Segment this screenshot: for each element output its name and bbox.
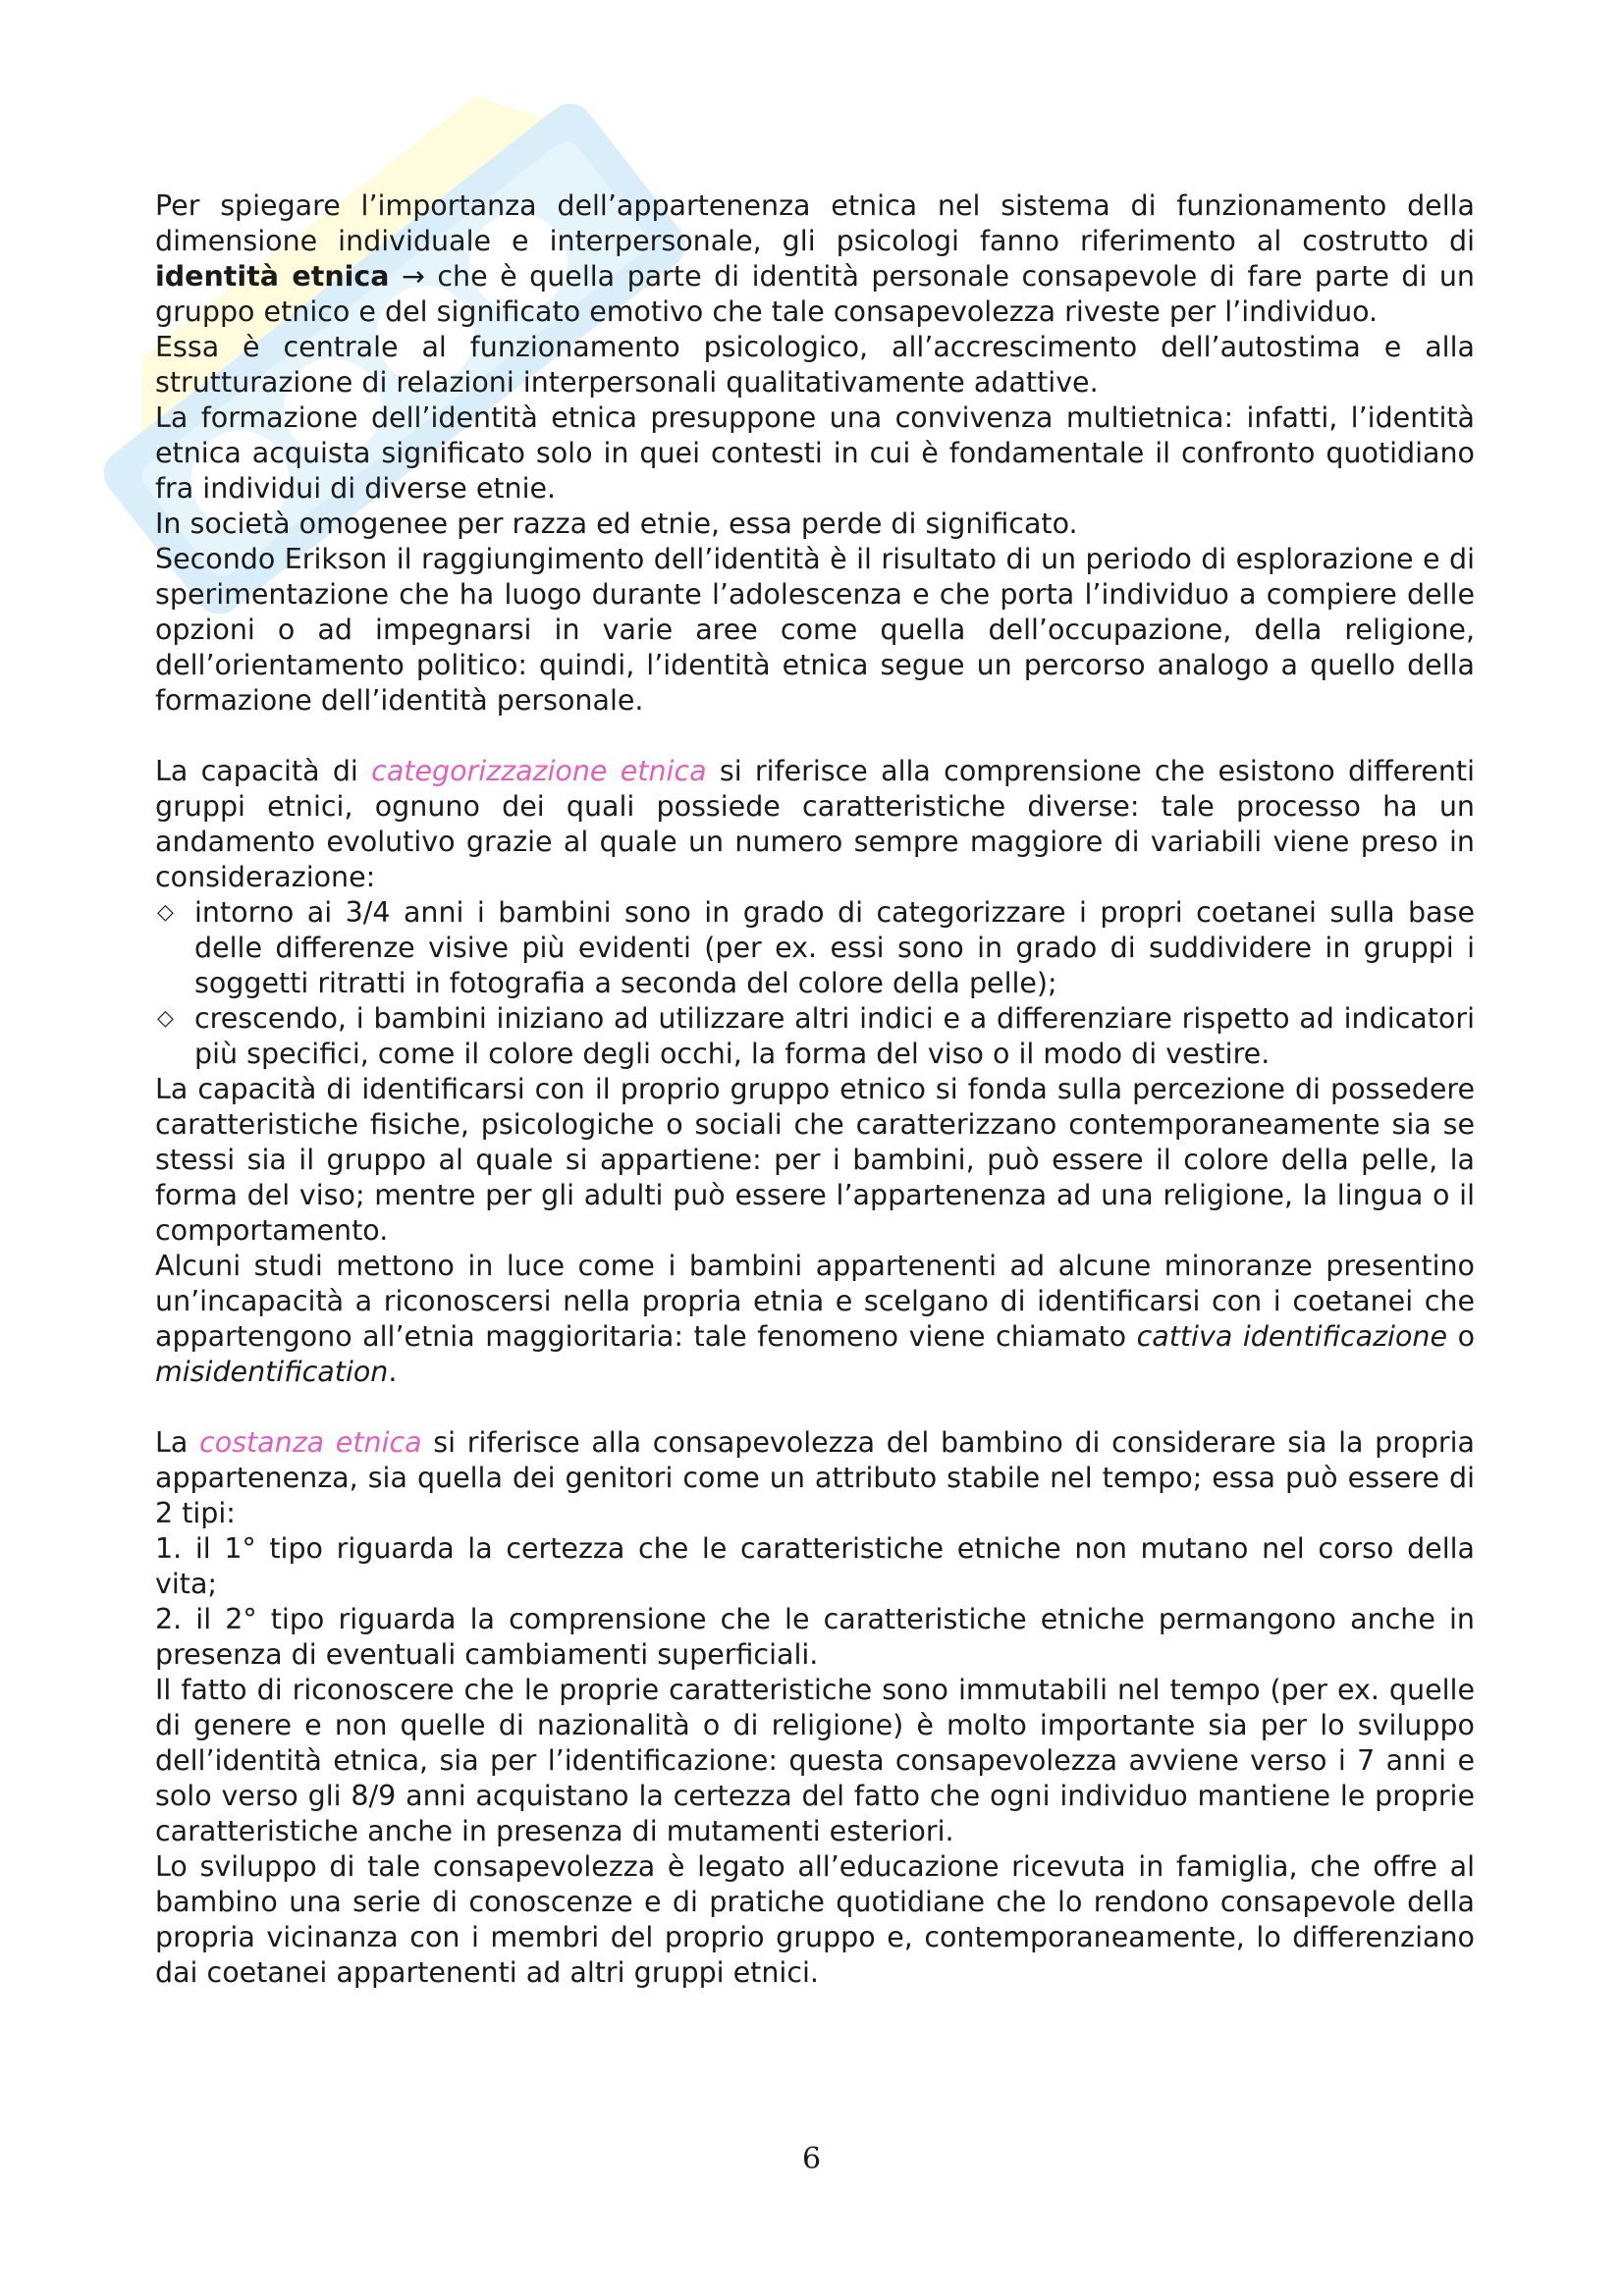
term-categorizzazione-etnica: categorizzazione etnica (371, 755, 707, 787)
paragraph-identificarsi: La capacità di identificarsi con il proprio gruppo etnico si fonda sulla percezione di possedere caratteristiche fisiche, psicologiche o sociali che caratterizzano contemporaneamente sia se stessi sia il gruppo al quale si appartiene: per i bambini, può essere il colore della pelle, la forma del viso; mentre per gli adulti può essere l’appartenenza ad una religione, la lingua o il comportamento. (155, 1073, 1475, 1247)
term-identita-etnica: identità etnica (155, 260, 390, 293)
paragraph-immutabili: Il fatto di riconoscere che le proprie caratteristiche sono immutabili nel tempo (per ex. quelle di genere e non quelle di nazionalità o di religione) è molto importante sia per lo sviluppo dell’identità etnica, sia per l’identificazione: questa consapevolezza avviene verso i 7 anni e solo verso gli 8/9 anni acquistano la certezza del fatto che ogni individuo mantiene le proprie caratteristiche anche in presenza di mutamenti esteriori. (155, 1674, 1475, 1847)
document-body (155, 188, 1475, 1991)
paragraph-erikson: Secondo Erikson il raggiungimento dell’identità è il risultato di un periodo di esplorazione e di sperimentazione che ha luogo durante l’adolescenza e che porta l’individuo a compiere delle opzioni o ad impegnarsi in varie aree come quella dell’occupazione, della religione, dell’orientamento politico: quindi, l’identità etnica segue un percorso analogo a quello della formazione dell’identità personale. (155, 543, 1475, 717)
numbered-item-2: 2. il 2° tipo riguarda la comprensione che le caratteristiche etniche permangono anche in presenza di eventuali cambiamenti superficiali. (155, 1603, 1475, 1671)
arrow-icon: → (402, 260, 425, 293)
paragraph-societa-omogenee: In società omogenee per razza ed etnie, essa perde di significato. (155, 507, 1078, 540)
page-number: 6 (801, 2142, 822, 2176)
term-costanza-etnica: costanza etnica (199, 1426, 422, 1459)
list-item: ◇ intorno ai 3/4 anni i bambini sono in grado di categorizzare i propri coetanei sulla base delle differenze visive più evidenti (per ex. essi sono in grado di suddividere in gruppi i soggetti ritratti in fotografia a seconda del colore della pelle); (157, 896, 1475, 999)
paragraph-minoranze: Alcuni studi mettono in luce come i bambini appartenenti ad alcune minoranze presentino un’incapacità a riconoscersi nella propria etnia e scelgano di identificarsi con i coetanei che appartengono all’etnia maggioritaria: tale fenomeno viene chiamato cattiva identificazione o misidentification. (155, 1250, 1476, 1388)
term-cattiva-identificazione: cattiva identificazione (1136, 1320, 1448, 1353)
list-item: ◇ crescendo, i bambini iniziano ad utilizzare altri indici e a differenziare rispetto ad indicatori più specifici, come il colore degli occhi, la forma del viso o il modo di vestire. (157, 1002, 1475, 1070)
paragraph-identita-etnica: Per spiegare l’importanza dell’appartenenza etnica nel sistema di funzionamento della dimensione individuale e interpersonale, gli psicologi fanno riferimento al costrutto di identità etnica → che è quella parte di identità personale consapevole di fare parte di un gruppo etnico e del significato emotivo che tale consapevolezza riveste per l’individuo. (155, 189, 1475, 328)
bullet-list (155, 895, 1475, 1072)
paragraph-costanza: La costanza etnica si riferisce alla consapevolezza del bambino di considerare sia la propria appartenenza, sia quella dei genitori come un attributo stabile nel tempo; essa può essere di 2 tipi: (155, 1426, 1475, 1529)
diamond-bullet-icon: ◇ (157, 900, 174, 925)
paragraph-formazione: La formazione dell’identità etnica presuppone una convivenza multietnica: infatti, l’identità etnica acquista significato solo in quei contesti in cui è fondamentale il confronto quotidiano fra individui di diverse etnie. (155, 401, 1475, 505)
paragraph-educazione: Lo sviluppo di tale consapevolezza è legato all’educazione ricevuta in famiglia, che offre al bambino una serie di conoscenze e di pratiche quotidiane che lo rendono consapevole della propria vicinanza con i membri del proprio gruppo e, contemporaneamente, lo differenziano dai coetanei appartenenti ad altri gruppi etnici. (155, 1850, 1475, 1989)
paragraph-funzionamento: Essa è centrale al funzionamento psicologico, all’accrescimento dell’autostima e alla strutturazione di relazioni interpersonali qualitativamente adattive. (155, 331, 1475, 399)
paragraph-categorizzazione: La capacità di categorizzazione etnica si riferisce alla comprensione che esistono differenti gruppi etnici, ognuno dei quali possiede caratteristiche diverse: tale processo ha un andamento evolutivo grazie al quale un numero sempre maggiore di variabili viene preso in considerazione: (155, 755, 1475, 893)
term-misidentification: misidentification (155, 1356, 389, 1388)
numbered-item-1: 1. il 1° tipo riguarda la certezza che le caratteristiche etniche non mutano nel corso della vita; (155, 1532, 1475, 1600)
diamond-bullet-icon: ◇ (157, 1006, 174, 1031)
